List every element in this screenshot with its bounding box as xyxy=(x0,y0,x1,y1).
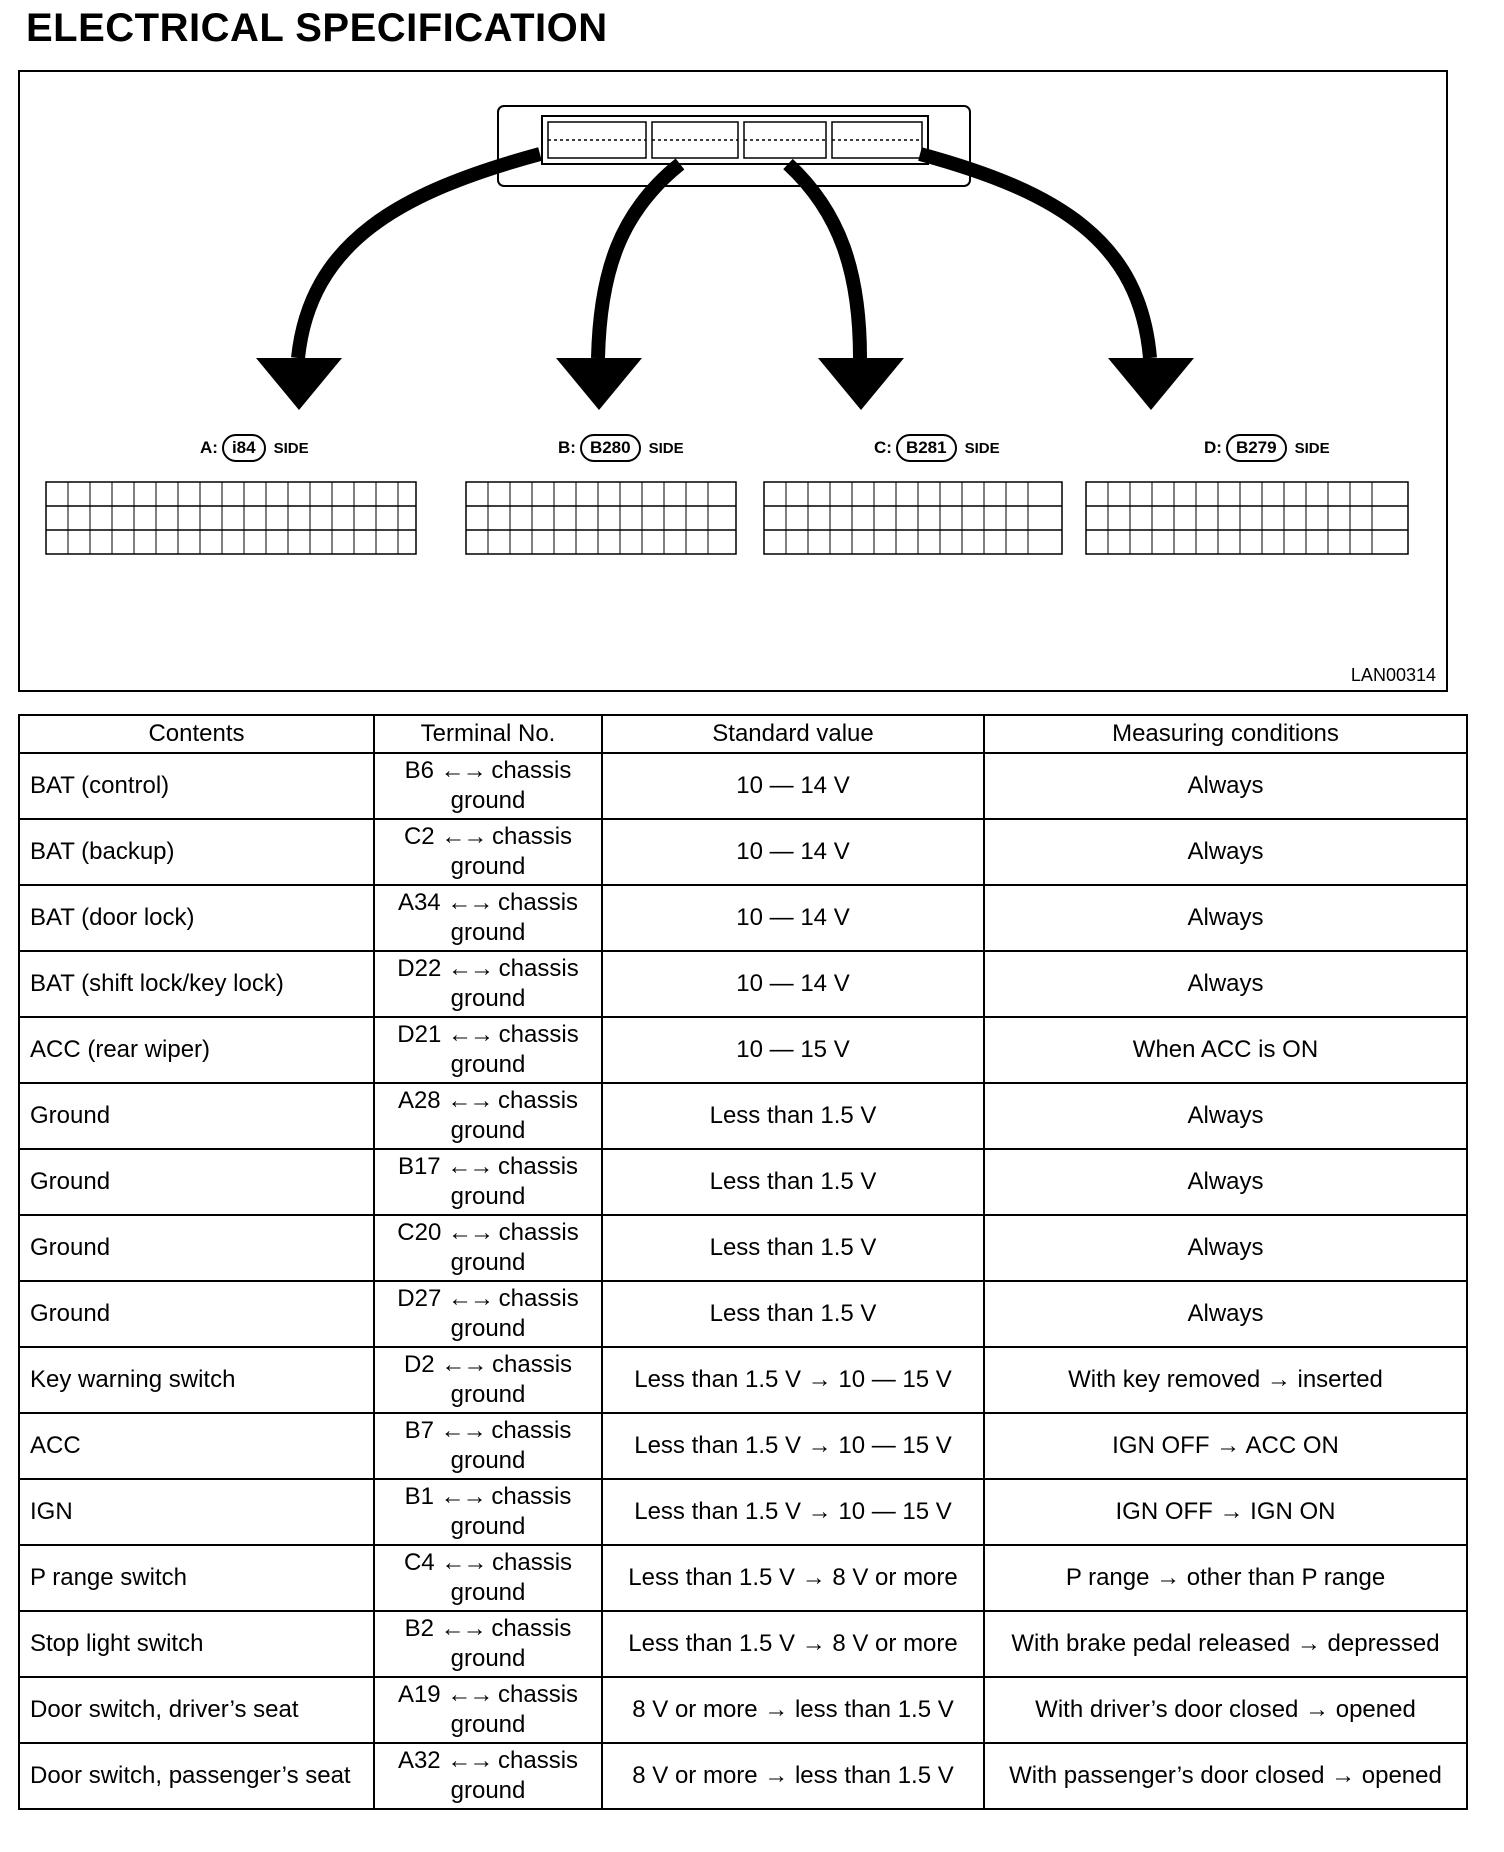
connector-a-face xyxy=(46,482,416,554)
bidirectional-arrow-icon: ←→ xyxy=(447,1087,492,1114)
terminal-ground-ref: chassis xyxy=(498,1681,579,1708)
terminal-ground-suffix: ground xyxy=(450,787,526,814)
cell-standard-value: 10 — 15 V xyxy=(602,1017,984,1083)
cell-standard-value: 10 — 14 V xyxy=(602,885,984,951)
spec-table-body xyxy=(19,753,1467,1809)
terminal-ground-ref: chassis xyxy=(498,889,579,916)
cell-contents: BAT (control) xyxy=(19,753,374,819)
arrow-b xyxy=(598,164,680,358)
header-terminal: Terminal No. xyxy=(374,715,602,753)
table-row xyxy=(19,1083,1467,1149)
connector-a-label xyxy=(200,434,309,462)
terminal-number: D22 xyxy=(397,955,442,982)
connector-a-prefix: A: xyxy=(200,438,218,457)
connector-d-face xyxy=(1086,482,1408,554)
terminal-number: C4 xyxy=(403,1549,435,1576)
cell-standard-value: Less than 1.5 V xyxy=(602,1083,984,1149)
terminal-ground-ref: chassis xyxy=(498,1153,579,1180)
terminal-number: A34 xyxy=(397,889,441,916)
table-row xyxy=(19,819,1467,885)
bidirectional-arrow-icon: ←→ xyxy=(448,1285,492,1312)
cell-terminal xyxy=(374,1611,602,1677)
arrow-heads xyxy=(256,358,1194,410)
cell-standard-value: 10 — 14 V xyxy=(602,753,984,819)
connector-c-side: SIDE xyxy=(964,439,1000,457)
terminal-ground-ref: chassis xyxy=(491,1417,572,1444)
connector-figure xyxy=(18,70,1448,692)
bidirectional-arrow-icon: ←→ xyxy=(440,1417,485,1444)
terminal-ground-ref: chassis xyxy=(492,1549,573,1576)
figure-code: LAN00314 xyxy=(1350,665,1436,685)
connector-diagram xyxy=(20,72,1450,694)
cell-terminal xyxy=(374,1479,602,1545)
terminal-number: B17 xyxy=(397,1153,441,1180)
table-row xyxy=(19,753,1467,819)
bidirectional-arrow-icon: ←→ xyxy=(447,1747,492,1774)
connector-a-id: i84 xyxy=(222,434,266,462)
bidirectional-arrow-icon: ←→ xyxy=(440,757,485,784)
cell-contents: Ground xyxy=(19,1281,374,1347)
terminal-ground-suffix: ground xyxy=(450,1579,526,1606)
bidirectional-arrow-icon: ←→ xyxy=(440,1615,485,1642)
cell-measuring-conditions: Always xyxy=(984,951,1467,1017)
connector-c-label xyxy=(874,434,1000,462)
table-row xyxy=(19,1017,1467,1083)
cell-measuring-conditions: Always xyxy=(984,1281,1467,1347)
table-row xyxy=(19,1743,1467,1809)
terminal-ground-suffix: ground xyxy=(450,1513,526,1540)
terminal-ground-ref: chassis xyxy=(491,757,572,784)
bidirectional-arrow-icon: ←→ xyxy=(447,1681,492,1708)
cell-contents: Ground xyxy=(19,1149,374,1215)
cell-standard-value: 8 V or more → less than 1.5 V xyxy=(602,1677,984,1743)
terminal-number: C2 xyxy=(403,823,435,850)
cell-contents: BAT (shift lock/key lock) xyxy=(19,951,374,1017)
bidirectional-arrow-icon: ←→ xyxy=(447,1153,492,1180)
terminal-ground-suffix: ground xyxy=(450,1777,526,1804)
cell-standard-value: Less than 1.5 V xyxy=(602,1281,984,1347)
terminal-ground-suffix: ground xyxy=(450,1447,526,1474)
terminal-number: D21 xyxy=(397,1021,442,1048)
terminal-ground-suffix: ground xyxy=(450,1249,526,1276)
cell-contents: Stop light switch xyxy=(19,1611,374,1677)
table-row xyxy=(19,1149,1467,1215)
cell-standard-value: 10 — 14 V xyxy=(602,819,984,885)
connector-d-prefix: D: xyxy=(1204,438,1222,457)
terminal-ground-ref: chassis xyxy=(498,1021,579,1048)
terminal-ground-ref: chassis xyxy=(498,1747,579,1774)
cell-measuring-conditions: Always xyxy=(984,1149,1467,1215)
cell-terminal xyxy=(374,885,602,951)
terminal-ground-suffix: ground xyxy=(450,985,526,1012)
terminal-ground-ref: chassis xyxy=(491,1483,572,1510)
cell-standard-value: Less than 1.5 V → 10 — 15 V xyxy=(602,1413,984,1479)
connector-d-side: SIDE xyxy=(1294,439,1330,457)
cell-measuring-conditions: With passenger’s door closed → opened xyxy=(984,1743,1467,1809)
cell-contents: Ground xyxy=(19,1083,374,1149)
terminal-number: B1 xyxy=(404,1483,434,1510)
terminal-ground-ref: chassis xyxy=(498,955,579,982)
cell-contents: P range switch xyxy=(19,1545,374,1611)
cell-measuring-conditions: Always xyxy=(984,1215,1467,1281)
cell-terminal xyxy=(374,1677,602,1743)
cell-terminal xyxy=(374,1413,602,1479)
bidirectional-arrow-icon: ←→ xyxy=(448,955,492,982)
connector-a-side: SIDE xyxy=(273,439,309,457)
terminal-number: B2 xyxy=(404,1615,434,1642)
cell-contents: IGN xyxy=(19,1479,374,1545)
cell-standard-value: Less than 1.5 V → 8 V or more xyxy=(602,1545,984,1611)
connector-c-face xyxy=(764,482,1062,554)
table-row xyxy=(19,1347,1467,1413)
terminal-number: C20 xyxy=(397,1219,442,1246)
cell-contents: BAT (door lock) xyxy=(19,885,374,951)
terminal-ground-ref: chassis xyxy=(491,1615,572,1642)
bidirectional-arrow-icon: ←→ xyxy=(441,1549,486,1576)
spec-table xyxy=(18,714,1468,1810)
table-row xyxy=(19,1413,1467,1479)
terminal-ground-suffix: ground xyxy=(450,1711,526,1738)
cell-measuring-conditions: Always xyxy=(984,819,1467,885)
terminal-ground-ref: chassis xyxy=(498,1285,579,1312)
cell-standard-value: Less than 1.5 V xyxy=(602,1215,984,1281)
cell-measuring-conditions: IGN OFF → IGN ON xyxy=(984,1479,1467,1545)
terminal-ground-ref: chassis xyxy=(498,1087,579,1114)
cell-contents: Door switch, passenger’s seat xyxy=(19,1743,374,1809)
header-standard-value: Standard value xyxy=(602,715,984,753)
cell-terminal xyxy=(374,1017,602,1083)
terminal-number: A19 xyxy=(397,1681,441,1708)
terminal-ground-suffix: ground xyxy=(450,1051,526,1078)
cell-terminal xyxy=(374,753,602,819)
cell-standard-value: Less than 1.5 V → 10 — 15 V xyxy=(602,1347,984,1413)
terminal-ground-ref: chassis xyxy=(492,823,573,850)
connector-b-side: SIDE xyxy=(648,439,684,457)
terminal-ground-suffix: ground xyxy=(450,1315,526,1342)
cell-terminal xyxy=(374,1545,602,1611)
cell-terminal xyxy=(374,951,602,1017)
cell-measuring-conditions: IGN OFF → ACC ON xyxy=(984,1413,1467,1479)
table-row xyxy=(19,1281,1467,1347)
header-contents: Contents xyxy=(19,715,374,753)
cell-measuring-conditions: Always xyxy=(984,753,1467,819)
terminal-ground-ref: chassis xyxy=(498,1219,579,1246)
cell-contents: Door switch, driver’s seat xyxy=(19,1677,374,1743)
cell-contents: ACC (rear wiper) xyxy=(19,1017,374,1083)
connector-c-id: B281 xyxy=(896,434,957,462)
terminal-number: D2 xyxy=(403,1351,435,1378)
table-row xyxy=(19,1677,1467,1743)
cell-terminal xyxy=(374,1347,602,1413)
cell-measuring-conditions: With key removed → inserted xyxy=(984,1347,1467,1413)
cell-contents: ACC xyxy=(19,1413,374,1479)
terminal-ground-suffix: ground xyxy=(450,1183,526,1210)
bidirectional-arrow-icon: ←→ xyxy=(440,1483,485,1510)
terminal-number: B6 xyxy=(404,757,434,784)
terminal-number: A32 xyxy=(397,1747,441,1774)
cell-measuring-conditions: With driver’s door closed → opened xyxy=(984,1677,1467,1743)
terminal-ground-suffix: ground xyxy=(450,1117,526,1144)
table-row xyxy=(19,1479,1467,1545)
arrowhead-d xyxy=(1108,358,1194,410)
terminal-ground-suffix: ground xyxy=(450,919,526,946)
cell-contents: Key warning switch xyxy=(19,1347,374,1413)
terminal-number: D27 xyxy=(397,1285,442,1312)
bidirectional-arrow-icon: ←→ xyxy=(447,889,492,916)
cell-terminal xyxy=(374,819,602,885)
cell-terminal xyxy=(374,1743,602,1809)
terminal-ground-suffix: ground xyxy=(450,1645,526,1672)
terminal-ground-ref: chassis xyxy=(492,1351,573,1378)
cell-standard-value: 8 V or more → less than 1.5 V xyxy=(602,1743,984,1809)
table-row xyxy=(19,1215,1467,1281)
cell-measuring-conditions: With brake pedal released → depressed xyxy=(984,1611,1467,1677)
cell-standard-value: Less than 1.5 V → 8 V or more xyxy=(602,1611,984,1677)
cell-contents: Ground xyxy=(19,1215,374,1281)
connector-pin-grids xyxy=(46,482,1408,554)
table-row xyxy=(19,1545,1467,1611)
header-measuring-conditions: Measuring conditions xyxy=(984,715,1467,753)
cell-terminal xyxy=(374,1215,602,1281)
cell-standard-value: 10 — 14 V xyxy=(602,951,984,1017)
bidirectional-arrow-icon: ←→ xyxy=(441,823,486,850)
cell-measuring-conditions: P range → other than P range xyxy=(984,1545,1467,1611)
bidirectional-arrow-icon: ←→ xyxy=(448,1219,492,1246)
terminal-ground-suffix: ground xyxy=(450,1381,526,1408)
arrowhead-c xyxy=(818,358,904,410)
cell-terminal xyxy=(374,1083,602,1149)
bidirectional-arrow-icon: ←→ xyxy=(441,1351,486,1378)
connector-b-face xyxy=(466,482,736,554)
arrowhead-a xyxy=(256,358,342,410)
cell-measuring-conditions: When ACC is ON xyxy=(984,1017,1467,1083)
connector-b-id: B280 xyxy=(580,434,641,462)
connector-d-id: B279 xyxy=(1226,434,1287,462)
cell-measuring-conditions: Always xyxy=(984,1083,1467,1149)
connector-b-label xyxy=(558,434,684,462)
connector-b-prefix: B: xyxy=(558,438,576,457)
page-title: ELECTRICAL SPECIFICATION xyxy=(26,6,608,50)
connector-c-prefix: C: xyxy=(874,438,892,457)
cell-terminal xyxy=(374,1281,602,1347)
connector-d-label xyxy=(1204,434,1330,462)
terminal-number: B7 xyxy=(404,1417,434,1444)
table-row xyxy=(19,885,1467,951)
bidirectional-arrow-icon: ←→ xyxy=(448,1021,492,1048)
terminal-ground-suffix: ground xyxy=(450,853,526,880)
cell-contents: BAT (backup) xyxy=(19,819,374,885)
arrow-c xyxy=(788,164,860,358)
terminal-number: A28 xyxy=(397,1087,441,1114)
cell-measuring-conditions: Always xyxy=(984,885,1467,951)
cell-terminal xyxy=(374,1149,602,1215)
table-header-row xyxy=(19,715,1467,753)
table-row xyxy=(19,951,1467,1017)
cell-standard-value: Less than 1.5 V → 10 — 15 V xyxy=(602,1479,984,1545)
arrowhead-b xyxy=(556,358,642,410)
table-row xyxy=(19,1611,1467,1677)
cell-standard-value: Less than 1.5 V xyxy=(602,1149,984,1215)
